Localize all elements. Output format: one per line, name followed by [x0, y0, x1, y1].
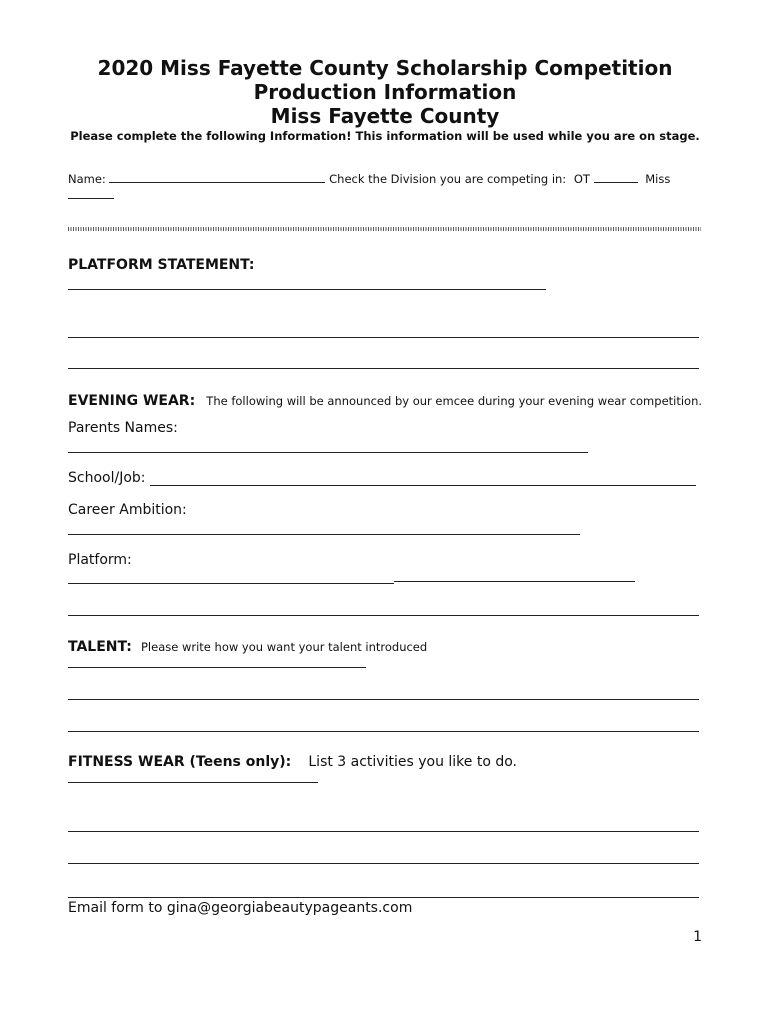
evening-wear-note: The following will be announced by our emcee during your evening wear competition. [206, 394, 703, 408]
ot-label: OT [573, 172, 590, 186]
platform-statement-line-2[interactable] [68, 337, 699, 338]
career-ambition-label: Career Ambition: [68, 502, 187, 518]
platform-statement-line-1[interactable] [68, 289, 546, 290]
talent-header [68, 636, 427, 655]
evening-wear-header [68, 390, 702, 409]
fitness-note: List 3 activities you like to do. [308, 754, 518, 770]
evening-wear-heading: EVENING WEAR: [68, 393, 196, 409]
miss-label: Miss [645, 172, 671, 186]
talent-heading: TALENT: [68, 639, 132, 655]
platform-field-line-1b[interactable] [394, 581, 635, 582]
platform-statement-line-3[interactable] [68, 368, 699, 369]
form-county-title: Miss Fayette County [270, 104, 500, 128]
talent-line-3[interactable] [68, 731, 699, 732]
school-job-label: School/Job: [68, 470, 146, 486]
fitness-line-2[interactable] [68, 831, 699, 832]
fitness-header [68, 751, 517, 770]
parents-names-field[interactable] [68, 452, 588, 453]
fitness-line-4[interactable] [68, 897, 699, 898]
name-field[interactable] [109, 172, 325, 183]
fitness-line-1[interactable] [68, 782, 318, 783]
form-subtitle: Production Information [253, 80, 517, 104]
name-row [68, 172, 670, 186]
miss-checkbox-field[interactable] [68, 198, 114, 199]
fitness-heading: FITNESS WEAR (Teens only): [68, 754, 292, 770]
fitness-line-3[interactable] [68, 863, 699, 864]
talent-note: Please write how you want your talent introduced [140, 640, 428, 654]
email-instruction: Email form to gina@georgiabeautypageants.com [68, 900, 413, 916]
school-job-field[interactable] [150, 485, 696, 486]
parents-names-label: Parents Names: [68, 420, 178, 436]
platform-field-line-1[interactable] [68, 583, 394, 584]
form-title: 2020 Miss Fayette County Scholarship Competition [97, 56, 673, 80]
talent-line-2[interactable] [68, 699, 699, 700]
division-label: Check the Division you are competing in: [329, 172, 567, 186]
talent-line-1[interactable] [68, 667, 366, 668]
career-ambition-field[interactable] [68, 534, 580, 535]
form-instructions: Please complete the following Information! This information will be used while you are on stage. [70, 129, 700, 143]
platform-field-line-2[interactable] [68, 615, 699, 616]
page-number: 1 [693, 929, 702, 945]
platform-statement-heading: PLATFORM STATEMENT: [68, 257, 255, 273]
platform-label: Platform: [68, 552, 132, 568]
ot-checkbox-field[interactable] [594, 172, 638, 183]
name-label: Name: [68, 172, 106, 186]
section-divider [68, 227, 701, 231]
